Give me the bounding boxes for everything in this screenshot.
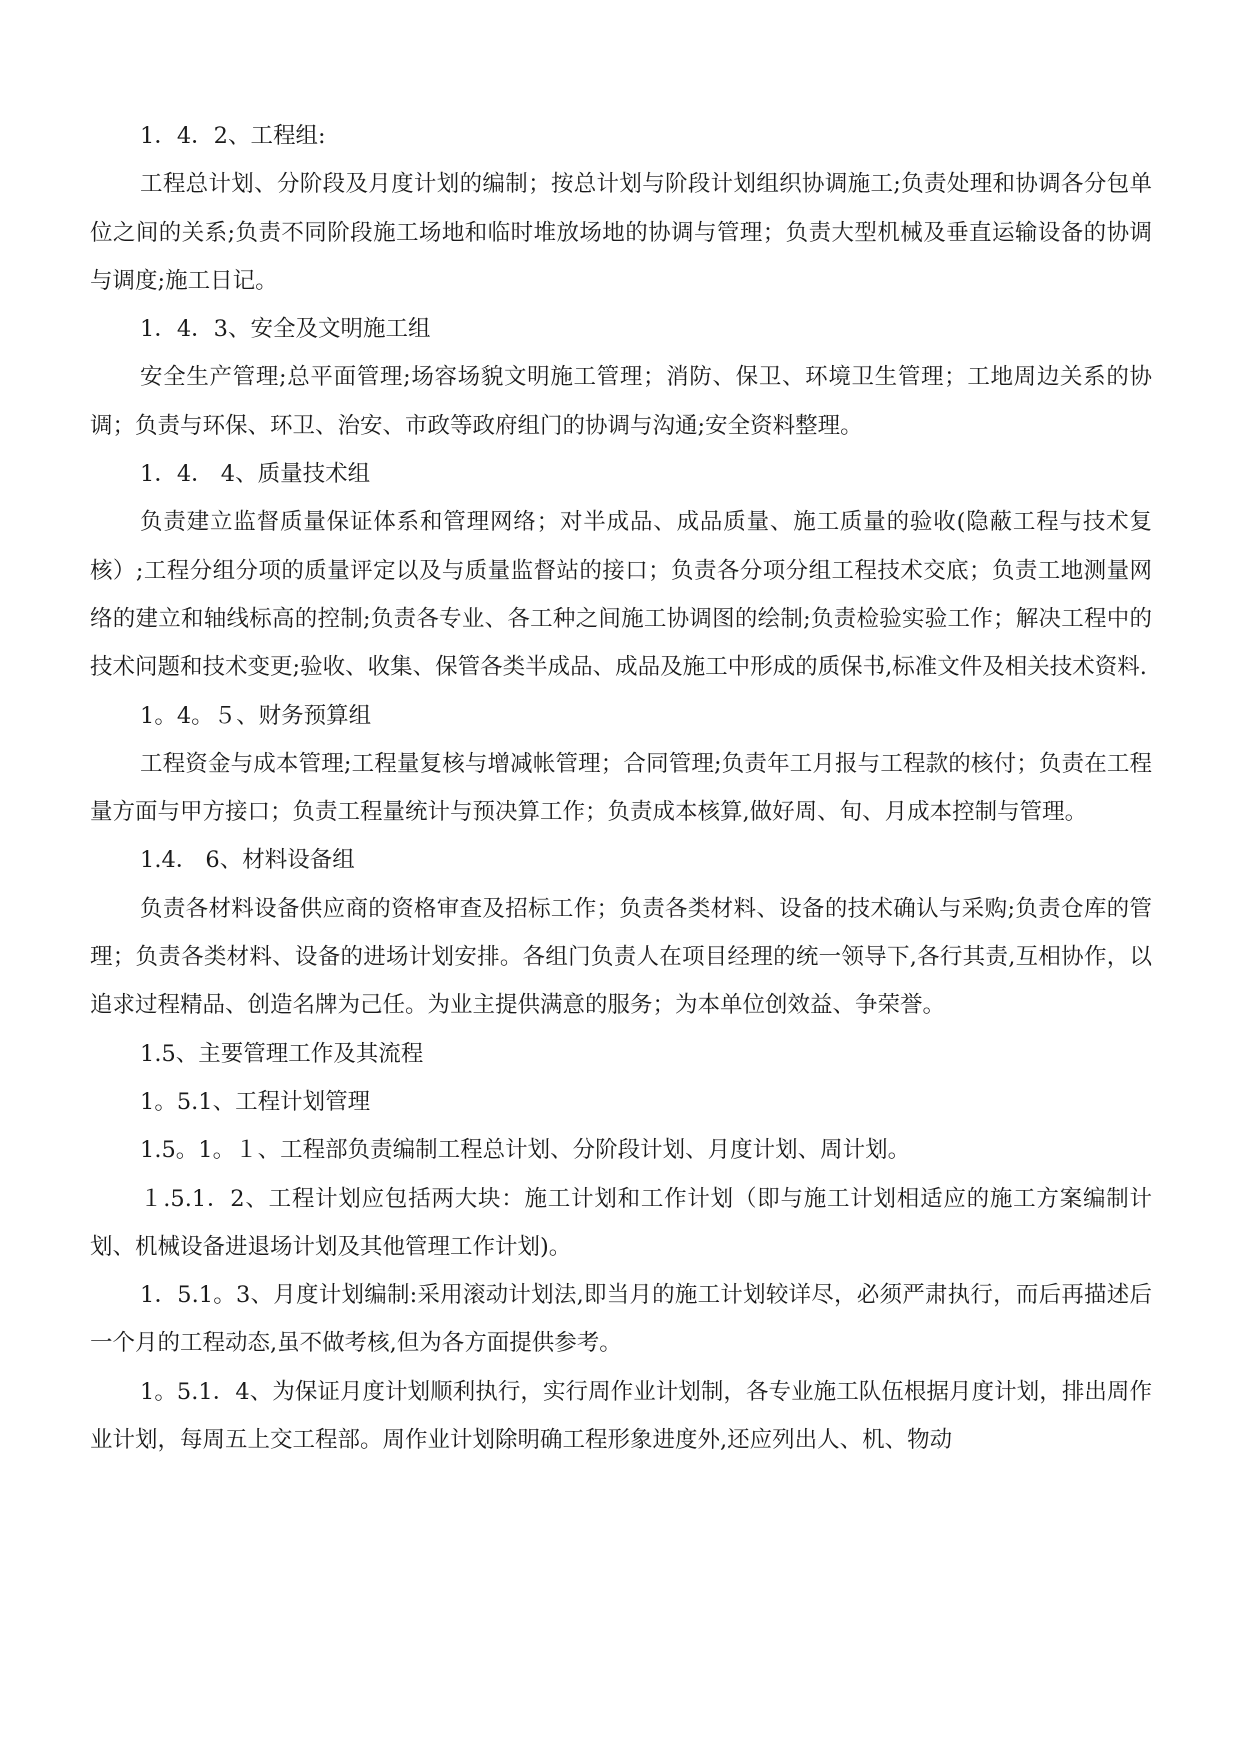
heading-1-4-4: 1．4． 4、质量技术组 <box>140 461 371 488</box>
paragraph-1-5-1-2: １.5.1．2、工程计划应包括两大块：施工计划和工作计划（即与施工计划相适应的施工方案编制计划、机械设备进退场计划及其他管理工作计划)。 <box>90 1185 1152 1260</box>
heading-1-4-5: 1。4。５、财务预算组 <box>140 702 372 729</box>
heading-1-4-6: 1.4． 6、材料设备组 <box>140 847 355 874</box>
heading-1-5-1: 1。5.1、工程计划管理 <box>140 1088 371 1115</box>
paragraph-finance-group: 工程资金与成本管理;工程量复核与增减帐管理；合同管理;负责年工月报与工程款的核付；负责在工程量方面与甲方接口；负责工程量统计与预决算工作；负责成本核算,做好周、旬、月成本控制与管理。 <box>90 750 1152 826</box>
heading-1-4-2: 1．4．2、工程组: <box>140 123 326 149</box>
document-body <box>90 112 1152 1464</box>
paragraph-1-5-1-4: 1。5.1．4、为保证月度计划顺利执行，实行周作业计划制，各专业施工队伍根据月度计划，排出周作业计划，每周五上交工程部。周作业计划除明确工程形象进度外,还应列出人、机、物动 <box>90 1378 1152 1454</box>
paragraph-quality-group: 负责建立监督质量保证体系和管理网络；对半成品、成品质量、施工质量的验收(隐蔽工程与技术复核）;工程分组分项的质量评定以及与质量监督站的接口；负责各分项分组工程技术交底；负责工地测量网络的建立和轴线标高的控制;负责各专业、各工种之间施工协调图的绘制;负责检验实验工作；解决工程中的技术问题和技术变更;验收、收集、保管各类半成品、成品及施工中形成的质保书,标准文件及相关技术资料. <box>90 509 1152 681</box>
paragraph-1-5-1-1: 1.5。1。１、工程部负责编制工程总计划、分阶段计划、月度计划、周计划。 <box>140 1137 911 1164</box>
paragraph-safety-group: 安全生产管理;总平面管理;场容场貌文明施工管理；消防、保卫、环境卫生管理；工地周边关系的协调；负责与环保、环卫、治安、市政等政府组门的协调与沟通;安全资料整理。 <box>90 364 1152 439</box>
paragraph-materials-group: 负责各材料设备供应商的资格审查及招标工作；负责各类材料、设备的技术确认与采购;负责仓库的管理；负责各类材料、设备的进场计划安排。各组门负责人在项目经理的统一领导下,各行其责,互相协作，以追求过程精品、创造名牌为己任。为业主提供满意的服务；为本单位创效益、争荣誉。 <box>90 895 1152 1019</box>
heading-1-4-3: 1．4．3、安全及文明施工组 <box>140 316 431 343</box>
heading-1-5: 1.5、主要管理工作及其流程 <box>140 1040 424 1067</box>
paragraph-1-5-1-3: 1．5.1。3、月度计划编制:采用滚动计划法,即当月的施工计划较详尽，必须严肃执行，而后再描述后一个月的工程动态,虽不做考核,但为各方面提供参考。 <box>90 1282 1152 1357</box>
paragraph-engineering-group: 工程总计划、分阶段及月度计划的编制；按总计划与阶段计划组织协调施工;负责处理和协调各分包单位之间的关系;负责不同阶段施工场地和临时堆放场地的协调与管理；负责大型机械及垂直运输设备的协调与调度;施工日记。 <box>90 171 1152 294</box>
